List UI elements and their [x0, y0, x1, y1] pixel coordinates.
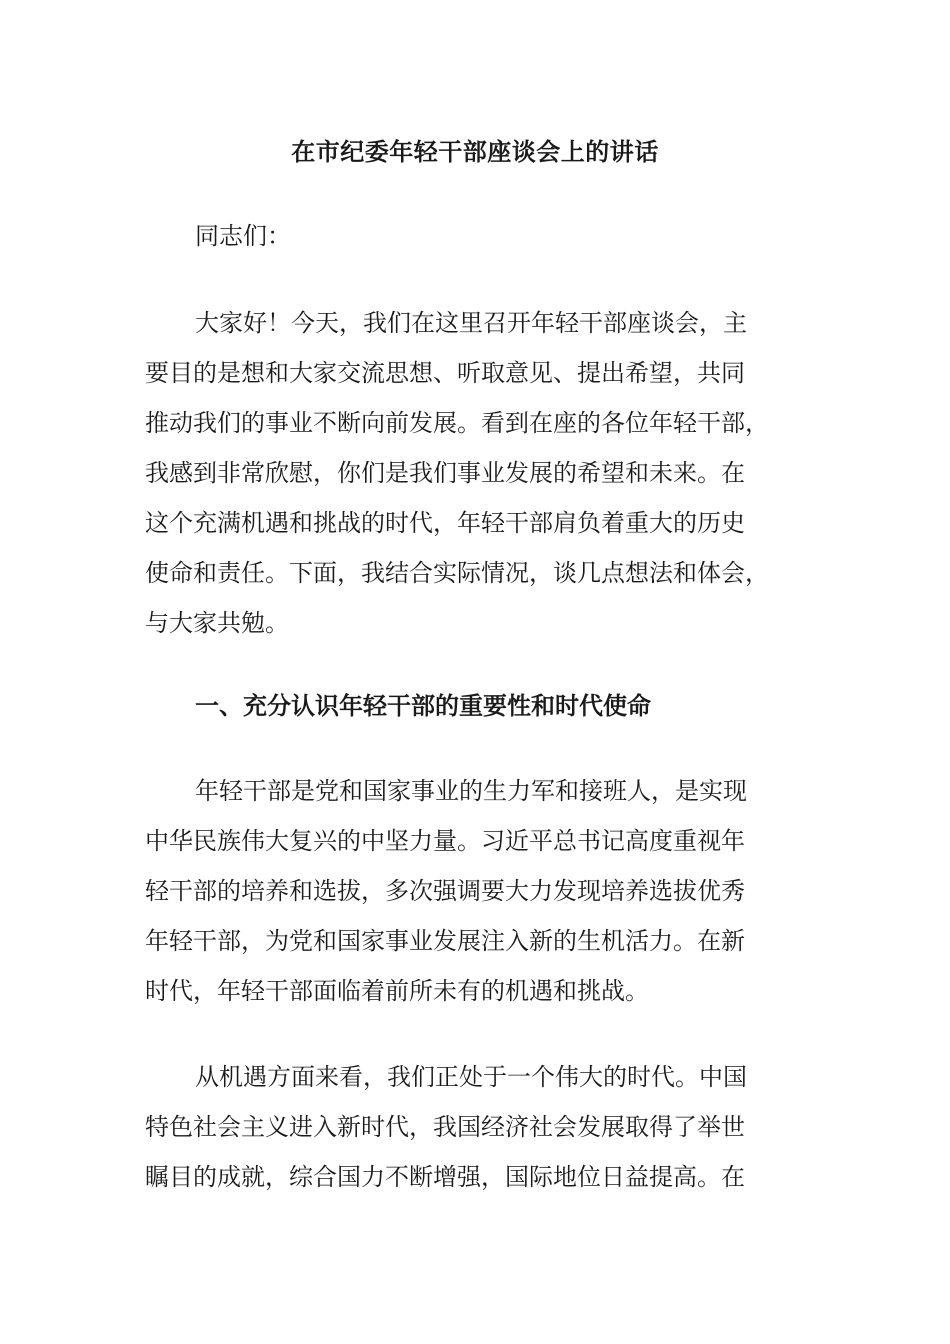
paragraph-line: 瞩目的成就，综合国力不断增强，国际地位日益提高。在	[145, 1163, 745, 1191]
paragraph-line: 我感到非常欣慰，你们是我们事业发展的希望和未来。在	[145, 459, 745, 487]
paragraph-line: 时代，年轻干部面临着前所未有的机遇和挑战。	[145, 977, 649, 1005]
paragraph-line: 这个充满机遇和挑战的时代，年轻干部肩负着重大的历史	[145, 509, 745, 537]
paragraph-line: 年轻干部，为党和国家事业发展注入新的生机活力。在新	[145, 927, 745, 955]
paragraph-line: 轻干部的培养和选拔，多次强调要大力发现培养选拔优秀	[145, 877, 745, 905]
paragraph-intro	[145, 298, 805, 648]
paragraph-opportunities	[145, 1052, 805, 1202]
paragraph-line: 使命和责任。下面，我结合实际情况，谈几点想法和体会，	[145, 559, 769, 587]
paragraph-line: 与大家共勉。	[145, 609, 289, 637]
paragraph-line: 中华民族伟大复兴的中坚力量。习近平总书记高度重视年	[145, 827, 745, 855]
salutation: 同志们：	[195, 222, 291, 250]
paragraph-line: 特色社会主义进入新时代，我国经济社会发展取得了举世	[145, 1113, 745, 1141]
paragraph-line: 推动我们的事业不断向前发展。看到在座的各位年轻干部，	[145, 409, 769, 437]
paragraph-line: 年轻干部是党和国家事业的生力军和接班人，是实现	[195, 777, 747, 805]
document-title: 在市纪委年轻干部座谈会上的讲话	[291, 138, 659, 166]
paragraph-line: 要目的是想和大家交流思想、听取意见、提出希望，共同	[145, 359, 745, 387]
paragraph-importance	[145, 766, 805, 1016]
paragraph-line: 从机遇方面来看，我们正处于一个伟大的时代。中国	[195, 1063, 747, 1091]
paragraph-line: 大家好！今天，我们在这里召开年轻干部座谈会，主	[195, 309, 747, 337]
section-heading: 一、充分认识年轻干部的重要性和时代使命	[195, 692, 651, 720]
